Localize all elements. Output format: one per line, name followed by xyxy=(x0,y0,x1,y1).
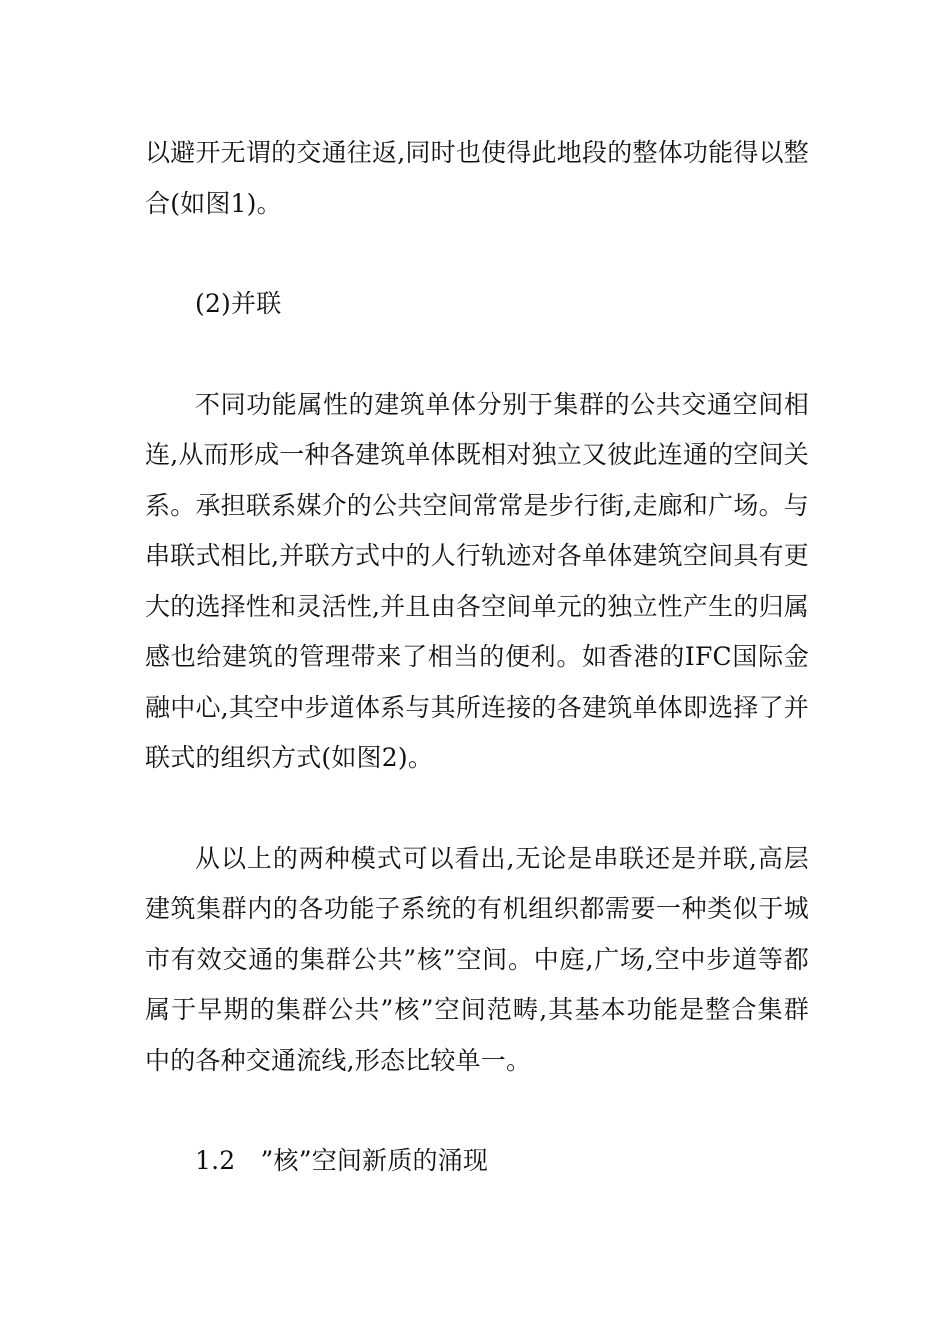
paragraph-spacer xyxy=(145,229,809,279)
paragraph-parallel-description: 不同功能属性的建筑单体分别于集群的公共交通空间相连,从而形成一种各建筑单体既相对独立又彼此连通的空间关系。承担联系媒介的公共空间常常是步行街,走廊和广场。与串联式相比,并联方式中的人行轨迹对各单体建筑空间具有更大的选择性和灵活性,并且由各空间单元的独立性产生的归属感也给建筑的管理带来了相当的便利。如香港的IFC国际金融中心,其空中步道体系与其所连接的各建筑单体即选择了并联式的组织方式(如图2)。 xyxy=(145,389,809,772)
paragraph-spacer xyxy=(145,330,809,380)
paragraph-summary: 从以上的两种模式可以看出,无论是串联还是并联,高层建筑集群内的各功能子系统的有机组织都需要一种类似于城市有效交通的集群公共”核”空间。中庭,广场,空中步道等都属于早期的集群公共”核”空间范畴,其基本功能是整合集群中的各种交通流线,形态比较单一。 xyxy=(145,843,809,1075)
subheading-parallel: (2)并联 xyxy=(195,289,282,318)
paragraph-spacer xyxy=(145,784,809,834)
paragraph-spacer xyxy=(145,1086,809,1136)
document-body xyxy=(145,128,809,1187)
section-heading-1-2: 1.2 ”核”空间新质的涌现 xyxy=(195,1146,489,1175)
paragraph-continuation: 以避开无谓的交通往返,同时也使得此地段的整体功能得以整合(如图1)。 xyxy=(145,138,809,218)
